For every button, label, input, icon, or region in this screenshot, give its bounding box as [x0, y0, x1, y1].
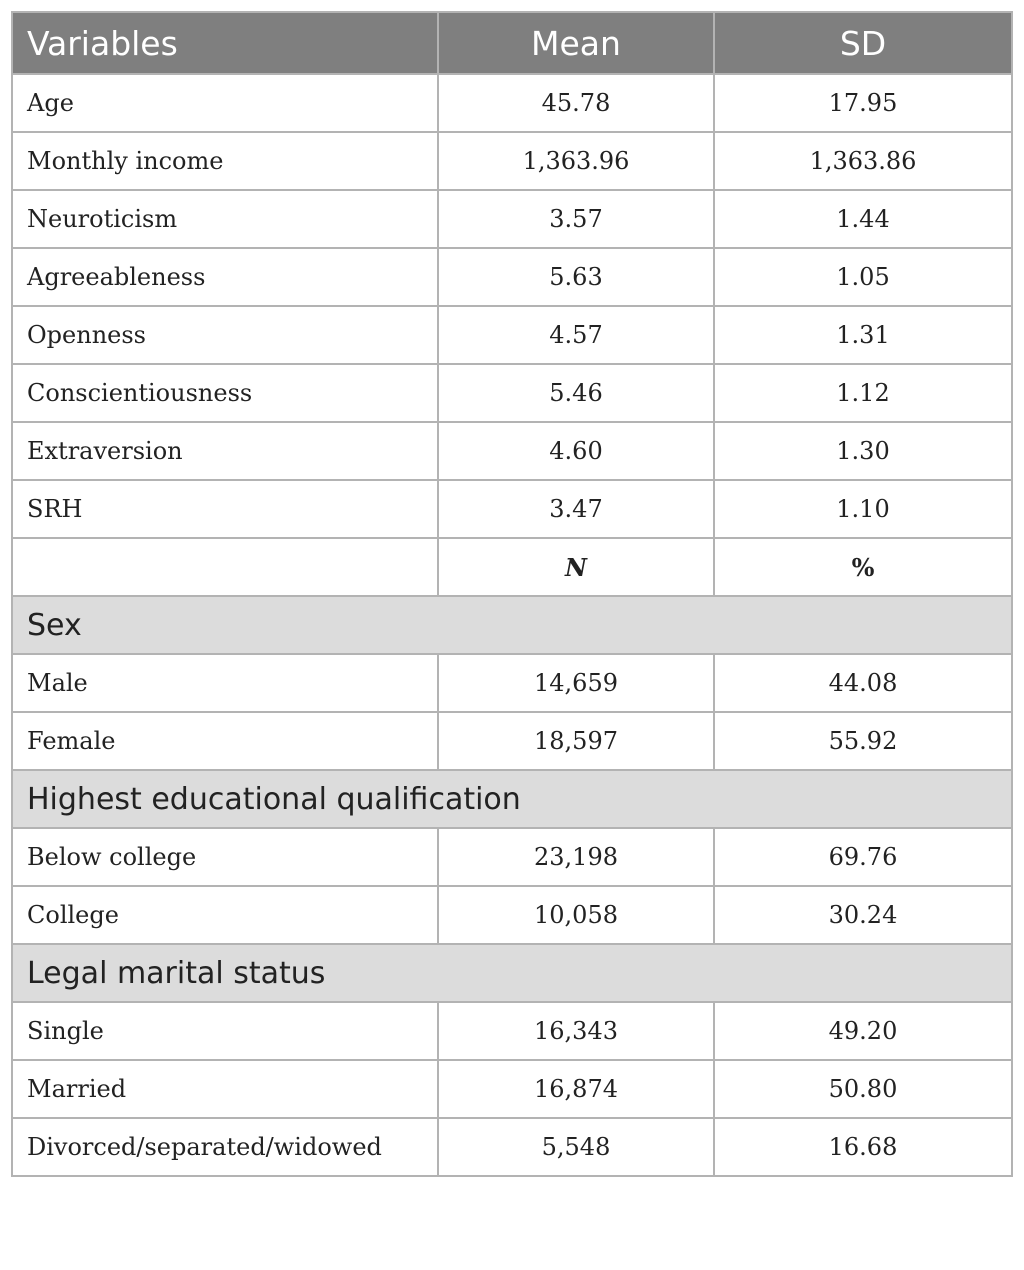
sd-cell: 1.31 — [714, 306, 1012, 364]
table-row — [12, 1060, 1012, 1118]
section-title: Highest educational qualification — [12, 770, 1012, 828]
sd-cell: 1,363.86 — [714, 132, 1012, 190]
mean-cell: 1,363.96 — [438, 132, 714, 190]
table-row — [12, 364, 1012, 422]
subheader-pct: % — [714, 538, 1012, 596]
table-row — [12, 1002, 1012, 1060]
n-cell: 10,058 — [438, 886, 714, 944]
n-cell: 16,343 — [438, 1002, 714, 1060]
row-label: Monthly income — [12, 132, 438, 190]
n-cell: 23,198 — [438, 828, 714, 886]
mean-cell: 3.57 — [438, 190, 714, 248]
n-cell: 16,874 — [438, 1060, 714, 1118]
pct-cell: 16.68 — [714, 1118, 1012, 1176]
empty-cell — [12, 538, 438, 596]
section-title: Legal marital status — [12, 944, 1012, 1002]
row-label: SRH — [12, 480, 438, 538]
mean-cell: 4.60 — [438, 422, 714, 480]
mean-cell: 45.78 — [438, 74, 714, 132]
row-label: College — [12, 886, 438, 944]
pct-cell: 69.76 — [714, 828, 1012, 886]
subheader-row — [12, 538, 1012, 596]
row-label: Below college — [12, 828, 438, 886]
mean-cell: 3.47 — [438, 480, 714, 538]
sd-cell: 17.95 — [714, 74, 1012, 132]
section-row-education — [12, 770, 1012, 828]
row-label: Male — [12, 654, 438, 712]
sd-cell: 1.12 — [714, 364, 1012, 422]
row-label: Single — [12, 1002, 438, 1060]
row-label: Divorced/separated/widowed — [12, 1118, 438, 1176]
table-row — [12, 248, 1012, 306]
header-mean: Mean — [438, 12, 714, 74]
row-label: Agreeableness — [12, 248, 438, 306]
pct-cell: 49.20 — [714, 1002, 1012, 1060]
row-label: Conscientiousness — [12, 364, 438, 422]
row-label: Married — [12, 1060, 438, 1118]
table-row — [12, 190, 1012, 248]
row-label: Extraversion — [12, 422, 438, 480]
table-row — [12, 712, 1012, 770]
row-label: Female — [12, 712, 438, 770]
row-label: Neuroticism — [12, 190, 438, 248]
mean-cell: 5.63 — [438, 248, 714, 306]
table-row — [12, 422, 1012, 480]
table-row — [12, 306, 1012, 364]
descriptive-statistics-table — [11, 11, 1013, 1177]
row-label: Openness — [12, 306, 438, 364]
table-row — [12, 74, 1012, 132]
sd-cell: 1.05 — [714, 248, 1012, 306]
table-row — [12, 1118, 1012, 1176]
subheader-n: N — [438, 538, 714, 596]
pct-cell: 30.24 — [714, 886, 1012, 944]
section-title: Sex — [12, 596, 1012, 654]
sd-cell: 1.44 — [714, 190, 1012, 248]
pct-cell: 44.08 — [714, 654, 1012, 712]
n-cell: 14,659 — [438, 654, 714, 712]
n-cell: 5,548 — [438, 1118, 714, 1176]
mean-cell: 5.46 — [438, 364, 714, 422]
sd-cell: 1.10 — [714, 480, 1012, 538]
row-label: Age — [12, 74, 438, 132]
section-row-sex — [12, 596, 1012, 654]
section-row-marital-status — [12, 944, 1012, 1002]
header-sd: SD — [714, 12, 1012, 74]
header-row — [12, 12, 1012, 74]
sd-cell: 1.30 — [714, 422, 1012, 480]
table-row — [12, 654, 1012, 712]
table-row — [12, 886, 1012, 944]
mean-cell: 4.57 — [438, 306, 714, 364]
pct-cell: 50.80 — [714, 1060, 1012, 1118]
table-row — [12, 132, 1012, 190]
pct-cell: 55.92 — [714, 712, 1012, 770]
table-row — [12, 828, 1012, 886]
table-row — [12, 480, 1012, 538]
n-cell: 18,597 — [438, 712, 714, 770]
header-variables: Variables — [12, 12, 438, 74]
